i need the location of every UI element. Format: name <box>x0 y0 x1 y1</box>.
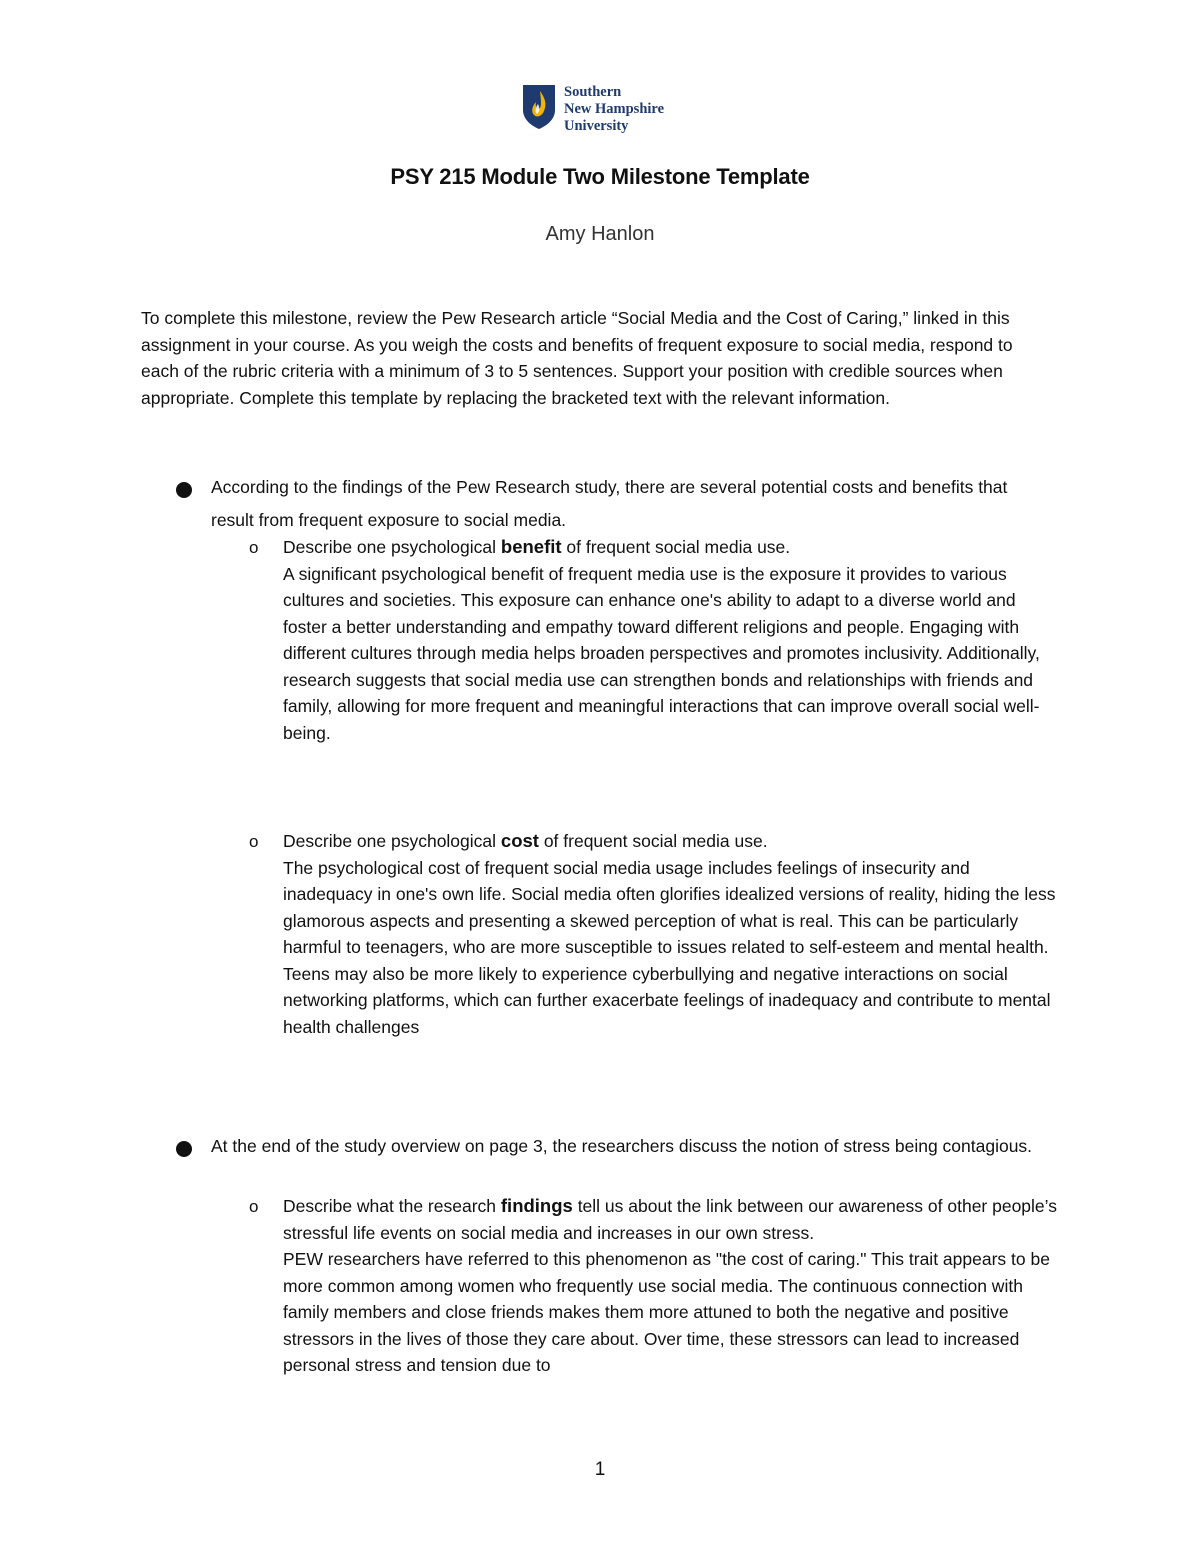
bullet-icon <box>176 482 192 498</box>
prompt-text: tell us about the link between our awareness of other people’s stressful life events on social media and increases in our own stress. <box>283 1196 1057 1243</box>
prompt-emphasis: cost <box>500 830 539 851</box>
question-prompt <box>283 1193 1063 1246</box>
instructions-paragraph: To complete this milestone, review the Pew Research article “Social Media and the Cost of Caring,” linked in this assignment in your course. As you weigh the costs and benefits of frequent exposure to social media, respond to each of the rubric criteria with a minimum of 3 to 5 sentences. Support your position with credible sources when appropriate. Complete this template by replacing the bracketed text with the relevant information. <box>141 308 1013 408</box>
question-prompt <box>283 534 1063 561</box>
answer-text: The psychological cost of frequent social media usage includes feelings of insecurity and inadequacy in one's own life. Social media often glorifies idealized versions of reality, hiding the less glamorous aspects and presenting a skewed perception of what is real. This can be particularly harmful to teenagers, who are more susceptible to issues related to self-esteem and mental health. Teens may also be more likely to experience cyberbullying and negative interactions on social networking platforms, which can further exacerbate feelings of inadequacy and contribute to mental health challenges <box>283 857 1056 1037</box>
question-prompt <box>283 828 1063 855</box>
prompt-text: Describe one psychological <box>283 831 501 851</box>
question-item <box>283 828 1063 1040</box>
university-logo <box>522 84 664 135</box>
sub-bullet-icon: o <box>249 832 259 851</box>
section-heading: At the end of the study overview on page 3, the researchers discuss the notion of stress being contagious. <box>211 1136 1033 1156</box>
prompt-text: Describe one psychological <box>283 537 501 557</box>
prompt-emphasis: benefit <box>500 536 562 557</box>
prompt-emphasis: findings <box>500 1195 573 1216</box>
document-title: PSY 215 Module Two Milestone Template <box>390 164 810 189</box>
question-item <box>283 534 1063 746</box>
prompt-text: of frequent social media use. <box>538 831 768 851</box>
answer-text: PEW researchers have referred to this phenomenon as "the cost of caring." This trait appears to be more common among women who frequently use social media. The continuous connection with family members and close friends makes them more attuned to both the negative and positive stressors in the lives of those they care about. Over time, these stressors can lead to increased personal stress and tension due to <box>283 1249 1050 1375</box>
flame-shield-icon <box>522 84 556 130</box>
sub-bullet-icon: o <box>249 538 259 557</box>
answer-text: A significant psychological benefit of frequent media use is the exposure it provides to various cultures and societies. This exposure can enhance one's ability to adapt to a diverse world and foster a better understanding and empathy toward different religions and people. Engaging with different cultures through media helps broaden perspectives and promotes inclusivity. Additionally, research suggests that social media use can strengthen bonds and relationships with friends and family, allowing for more frequent and meaningful interactions that can improve overall social well-being. <box>283 563 1040 743</box>
prompt-text: of frequent social media use. <box>561 537 791 557</box>
logo-line-2: New Hampshire <box>564 101 665 117</box>
logo-wordmark <box>564 84 664 135</box>
author-name: Amy Hanlon <box>545 223 655 245</box>
prompt-text: Describe what the research <box>283 1196 501 1216</box>
bullet-icon <box>176 1141 192 1157</box>
sub-bullet-icon: o <box>249 1197 259 1216</box>
section-heading: According to the findings of the Pew Research study, there are several potential costs and benefits that result from frequent exposure to social media. <box>211 477 1008 530</box>
question-item <box>283 1193 1063 1379</box>
page-number: 1 <box>594 1459 606 1480</box>
logo-line-3: University <box>564 118 629 134</box>
logo-line-1: Southern <box>564 84 622 100</box>
